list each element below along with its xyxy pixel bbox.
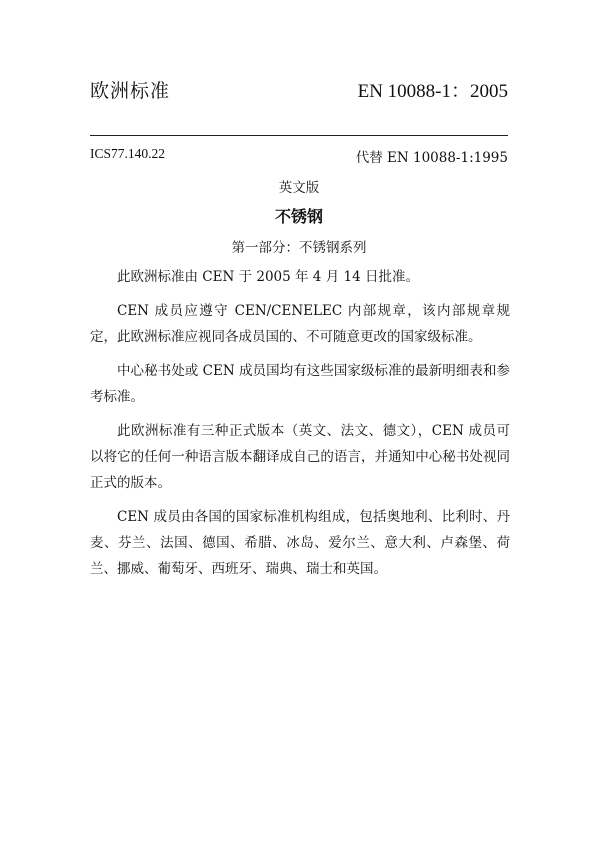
header-divider xyxy=(90,135,508,136)
paragraph-members: CEN 成员由各国的国家标准机构组成，包括奥地利、比利时、丹麦、芬兰、法国、德国、希腊、冰岛、爱尔兰、意大利、卢森堡、荷兰、挪威、葡萄牙、西班牙、瑞典、瑞士和英国。 xyxy=(90,509,510,577)
replaces-note: 代替 EN 10088-1:1995 xyxy=(355,150,508,166)
paragraph-approval: 此欧洲标准由 CEN 于 2005 年 4 月 14 日批准。 xyxy=(117,269,419,285)
paragraph-regulations: CEN 成员应遵守 CEN/CENELEC 内部规章，该内部规章规定，此欧洲标准应视同各成员国的、不可随意更改的国家级标准。 xyxy=(90,303,510,345)
document-body xyxy=(90,264,510,590)
ics-code: ICS77.140.22 xyxy=(90,146,166,161)
standard-number-heading: EN 10088-1：2005 xyxy=(357,81,508,102)
paragraph-secretariat: 中心秘书处或 CEN 成员国均有这些国家级标准的最新明细表和参考标准。 xyxy=(90,363,510,405)
paragraph-versions: 此欧洲标准有三种正式版本（英文、法文、德文），CEN 成员可以将它的任何一种语言版本翻译成自己的语言，并通知中心秘书处视同正式的版本。 xyxy=(90,423,510,491)
document-title: 不锈钢 xyxy=(274,207,323,226)
document-subtitle: 第一部分：不锈钢系列 xyxy=(231,240,367,256)
version-label: 英文版 xyxy=(278,180,320,196)
standard-type-heading: 欧洲标准 xyxy=(90,80,171,102)
